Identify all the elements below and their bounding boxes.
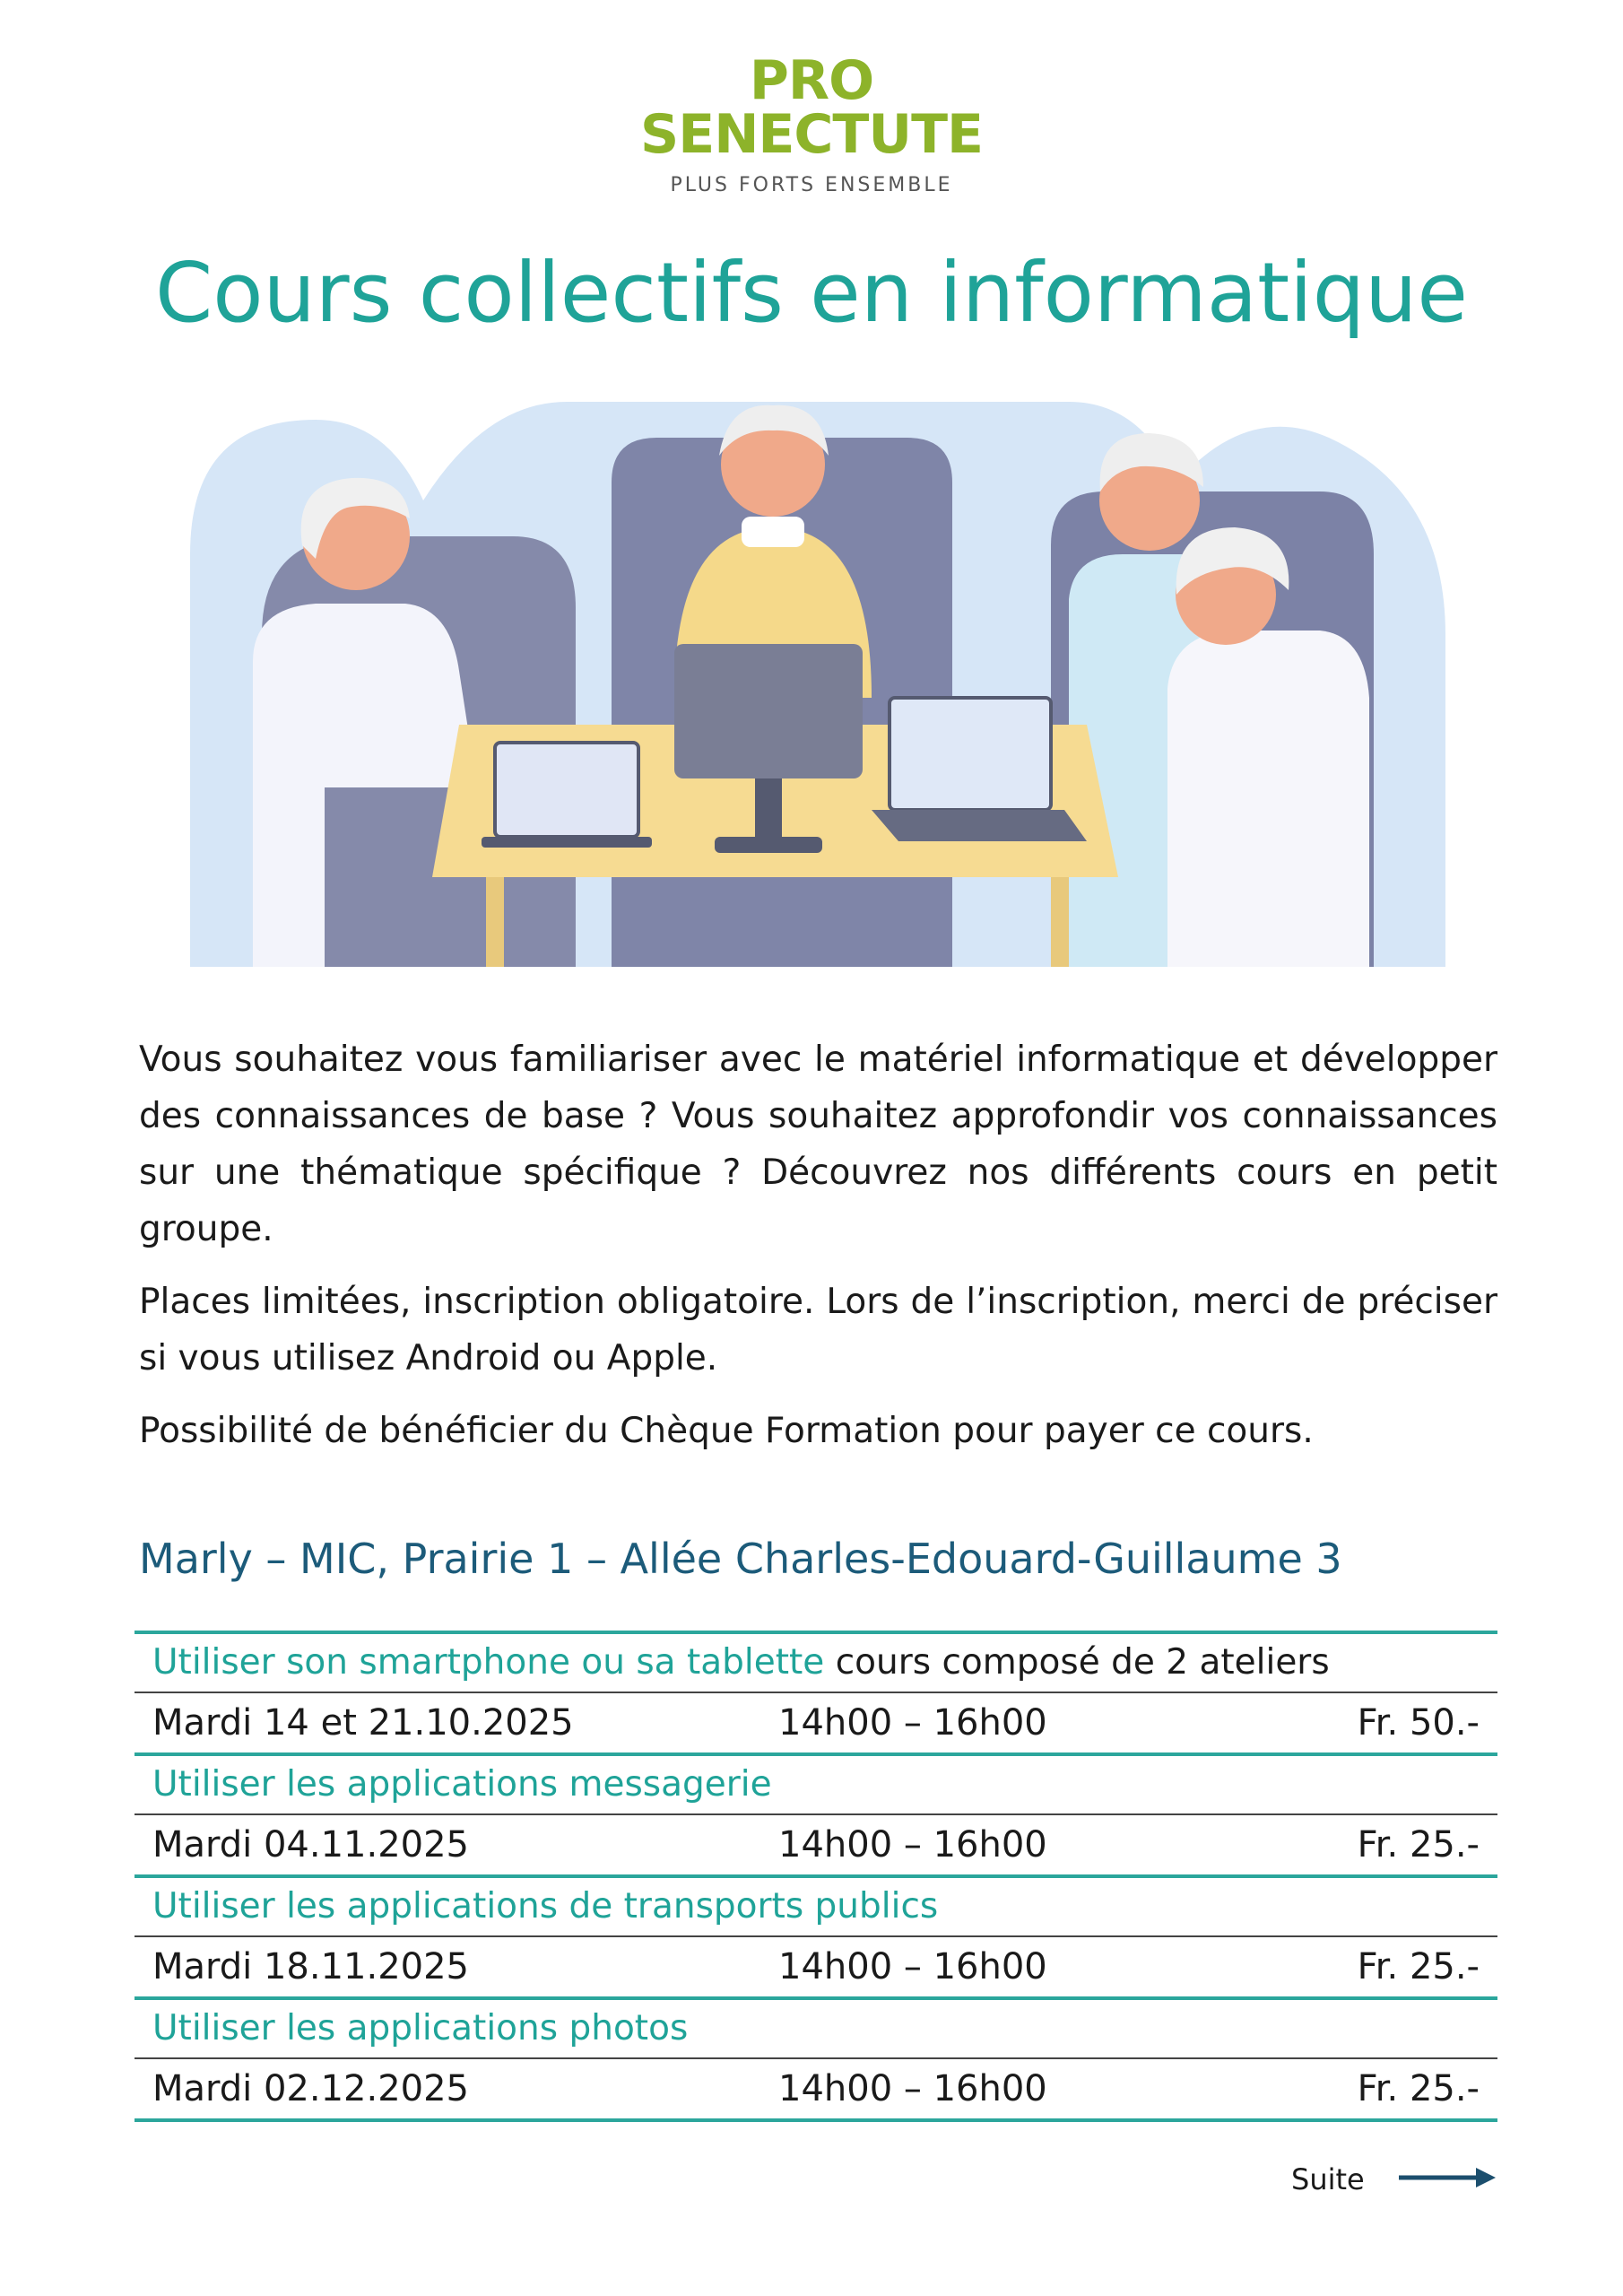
- course-schedule-row: [135, 1693, 1497, 1752]
- course-note: cours composé de 2 ateliers: [824, 1642, 1330, 1683]
- course-entry: [135, 1874, 1497, 1996]
- course-time: 14h00 – 16h00: [778, 2068, 1047, 2109]
- course-time: 14h00 – 16h00: [778, 1824, 1047, 1866]
- course-table: [135, 1631, 1497, 2122]
- course-schedule-row: [135, 2059, 1497, 2118]
- pro-senectute-logo: [0, 49, 1623, 196]
- course-header: [135, 1631, 1497, 1693]
- suite-label: Suite: [1291, 2162, 1365, 2196]
- course-date: Mardi 02.12.2025: [152, 2068, 470, 2109]
- course-entry: [135, 1752, 1497, 1874]
- course-schedule-row: [135, 1937, 1497, 1996]
- location-heading: Marly – MIC, Prairie 1 – Allée Charles-Edouard-Guillaume 3: [139, 1535, 1342, 1583]
- course-time: 14h00 – 16h00: [778, 1702, 1047, 1744]
- course-schedule-row: [135, 1815, 1497, 1874]
- course-time: 14h00 – 16h00: [778, 1946, 1047, 1987]
- course-header: [135, 1996, 1497, 2059]
- course-date: Mardi 18.11.2025: [152, 1946, 470, 1987]
- logo-line-senectute: SENECTUTE: [640, 103, 983, 166]
- course-header: [135, 1752, 1497, 1815]
- page-title: Cours collectifs en informatique: [154, 245, 1469, 341]
- seniors-computer-illustration: [190, 402, 1445, 967]
- course-name: Utiliser les applications photos: [152, 2008, 689, 2048]
- logo-line-pro: PRO: [749, 49, 874, 112]
- intro-text: [139, 1031, 1497, 1475]
- intro-paragraph-3: Possibilité de bénéficier du Chèque Formation pour payer ce cours.: [139, 1411, 1314, 1451]
- course-name: Utiliser les applications messagerie: [152, 1764, 772, 1805]
- course-date: Mardi 04.11.2025: [152, 1824, 470, 1866]
- course-date: Mardi 14 et 21.10.2025: [152, 1702, 574, 1744]
- course-name: Utiliser les applications de transports publics: [152, 1886, 939, 1926]
- course-price: Fr. 25.-: [1357, 1824, 1480, 1866]
- course-price: Fr. 50.-: [1357, 1702, 1480, 1744]
- course-price: Fr. 25.-: [1357, 1946, 1480, 1987]
- course-entry: [135, 1996, 1497, 2118]
- arrow-right-icon: [1399, 2164, 1497, 2191]
- course-entry: [135, 1631, 1497, 1752]
- course-name: Utiliser son smartphone ou sa tablette: [152, 1642, 825, 1683]
- table-bottom-rule: [135, 2118, 1497, 2122]
- logo-tagline: PLUS FORTS ENSEMBLE: [670, 174, 953, 196]
- course-price: Fr. 25.-: [1357, 2068, 1480, 2109]
- intro-paragraph-2: Places limitées, inscription obligatoire. Lors de l’inscription, merci de préciser si vous utilisez Android ou Apple.: [139, 1282, 1497, 1378]
- course-header: [135, 1874, 1497, 1937]
- intro-paragraph-1: Vous souhaitez vous familiariser avec le matériel informatique et développer des connaissances de base ? Vous souhaitez approfondir vos connaissances sur une thématique spécifique ? Découvrez nos différents cours en petit groupe.: [139, 1039, 1497, 1249]
